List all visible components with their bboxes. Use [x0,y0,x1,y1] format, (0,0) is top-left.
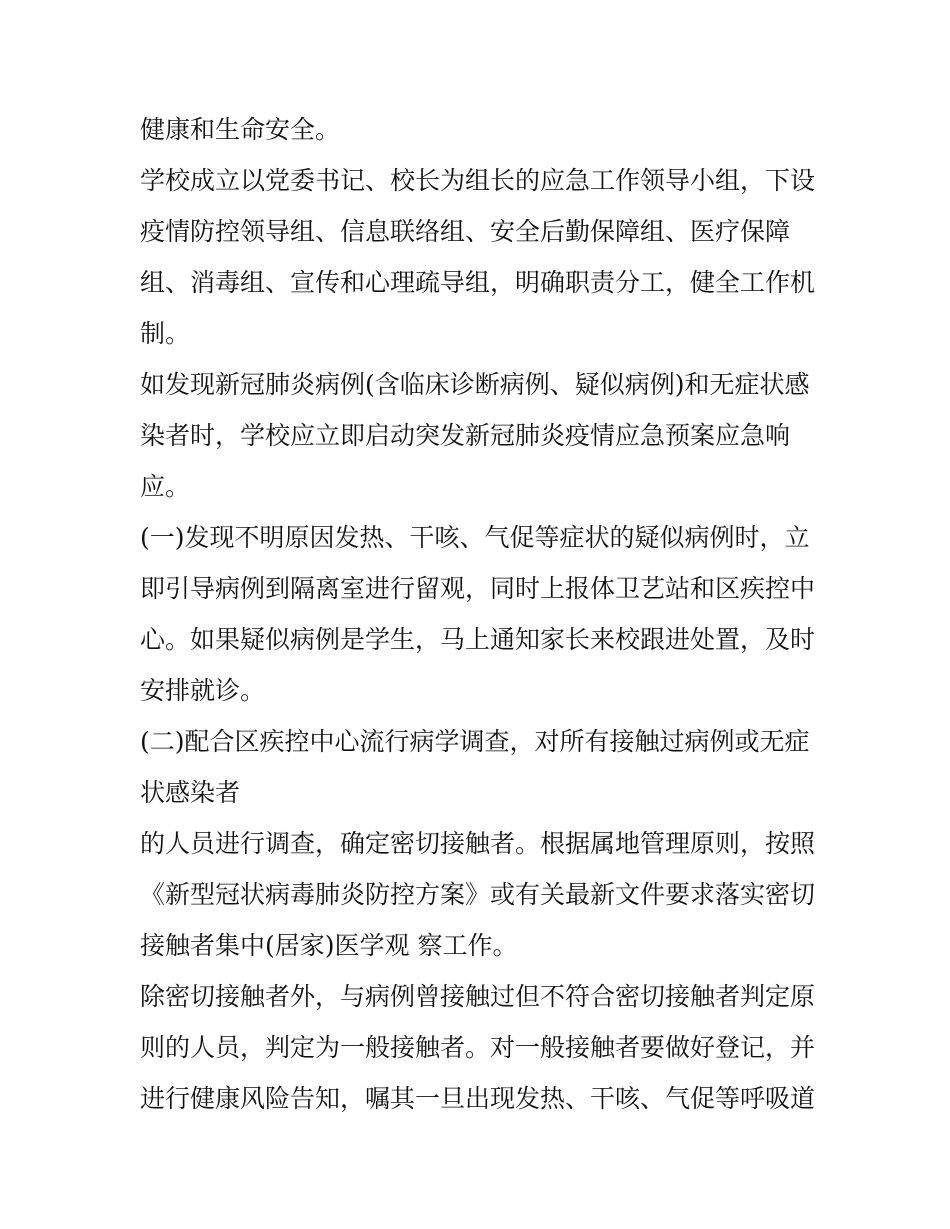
text-line: 制。 [140,319,191,348]
text-line: 安排就诊。 [140,676,266,705]
text-line: 则的人员，判定为一般接触者。对一般接触者要做好登记，并 [140,1033,816,1062]
text-line: 状感染者 [140,778,241,807]
text-line: (二)配合区疾控中心流行病学调查，对所有接触过病例或无症 [140,727,810,756]
text-line: 染者时，学校应立即启动突发新冠肺炎疫情应急预案应急响 [140,421,791,450]
text-line: 如发现新冠肺炎病例(含临床诊断病例、疑似病例)和无症状感 [140,370,810,399]
text-line: 的人员进行调查，确定密切接触者。根据属地管理原则，按照 [140,829,816,858]
text-line: 健康和生命安全。 [140,115,341,144]
text-line: 组、消毒组、宣传和心理疏导组，明确职责分工，健全工作机 [140,268,816,297]
text-line: 应。 [140,472,191,501]
text-line: 学校成立以党委书记、校长为组长的应急工作领导小组，下设 [140,166,816,195]
text-line: 疫情防控领导组、信息联络组、安全后勤保障组、医疗保障 [140,217,791,246]
text-line: 接触者集中(居家)医学观 察工作。 [140,931,518,960]
text-line: 《新型冠状病毒肺炎防控方案》或有关最新文件要求落实密切 [140,880,816,909]
text-line: 进行健康风险告知，嘱其一旦出现发热、干咳、气促等呼吸道 [140,1084,816,1113]
text-line: 即引导病例到隔离室进行留观，同时上报体卫艺站和区疾控中 [140,574,816,603]
text-line: 除密切接触者外，与病例曾接触过但不符合密切接触者判定原 [140,982,816,1011]
text-line: 心。如果疑似病例是学生，马上通知家长来校跟进处置，及时 [140,625,816,654]
document-body [140,104,815,1124]
text-line: (一)发现不明原因发热、干咳、气促等症状的疑似病例时，立 [140,523,810,552]
